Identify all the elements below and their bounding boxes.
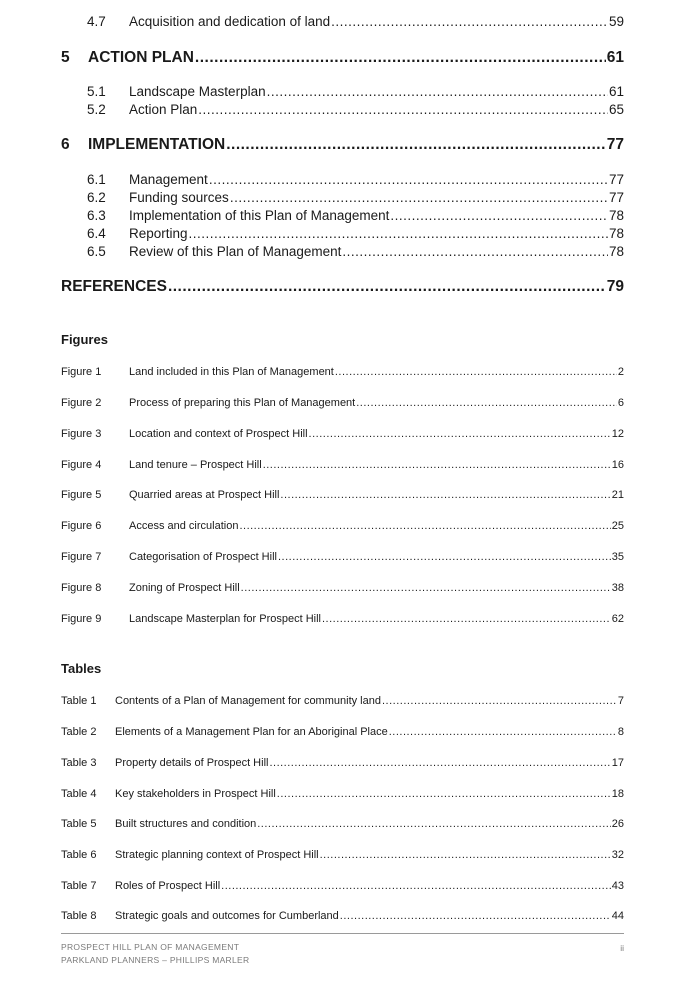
figure-entry[interactable] (61, 520, 624, 532)
section-title: Landscape Masterplan (129, 84, 266, 99)
figure-number: Figure 4 (61, 459, 102, 471)
figure-number: Figure 2 (61, 397, 102, 409)
figure-title: Access and circulation (129, 520, 239, 532)
dot-leader (280, 489, 610, 501)
page-number: 2 (617, 366, 624, 378)
table-entry[interactable] (61, 695, 624, 707)
dot-leader (269, 757, 610, 769)
figure-title: Location and context of Prospect Hill (129, 428, 308, 440)
dot-leader (322, 613, 611, 625)
page-number: 78 (608, 208, 624, 223)
section-title: ACTION PLAN (88, 49, 194, 66)
page-number: 32 (611, 849, 624, 861)
figure-entry[interactable] (61, 397, 624, 409)
table-title: Strategic goals and outcomes for Cumberland (115, 910, 339, 922)
section-title: Reporting (129, 226, 188, 241)
dot-leader (221, 880, 611, 892)
page-number: 12 (611, 428, 624, 440)
page-number: 38 (611, 582, 624, 594)
dot-leader (226, 136, 606, 154)
page-number: 77 (608, 190, 624, 205)
dot-leader (320, 849, 611, 861)
section-title: REFERENCES (61, 278, 167, 295)
toc-entry-references[interactable] (61, 278, 624, 296)
figure-title: Landscape Masterplan for Prospect Hill (129, 613, 321, 625)
figure-title: Process of preparing this Plan of Management (129, 397, 356, 409)
dot-leader (267, 84, 608, 99)
table-entry[interactable] (61, 849, 624, 861)
section-number: 5.1 (87, 84, 106, 99)
page-number: 65 (608, 102, 624, 117)
table-entry[interactable] (61, 726, 624, 738)
figure-number: Figure 1 (61, 366, 102, 378)
page-number: 17 (611, 757, 624, 769)
figure-number: Figure 9 (61, 613, 102, 625)
figure-number: Figure 3 (61, 428, 102, 440)
dot-leader (189, 226, 608, 241)
figure-number: Figure 6 (61, 520, 102, 532)
table-number: Table 3 (61, 757, 97, 769)
figures-heading: Figures (61, 332, 108, 347)
page-number: 79 (606, 278, 624, 295)
dot-leader (198, 102, 608, 117)
section-title: Acquisition and dedication of land (129, 14, 331, 29)
table-number: Table 7 (61, 880, 97, 892)
page-number: 61 (608, 84, 624, 99)
page-number: 43 (611, 880, 624, 892)
page-number: 25 (611, 520, 624, 532)
section-number: 6.2 (87, 190, 106, 205)
table-number: Table 2 (61, 726, 97, 738)
page-number: 21 (611, 489, 624, 501)
section-title: Review of this Plan of Management (129, 244, 342, 259)
page-number: 62 (611, 613, 624, 625)
page-number: 59 (608, 14, 624, 29)
figure-title: Quarried areas at Prospect Hill (129, 489, 280, 501)
tables-heading: Tables (61, 661, 102, 676)
table-title: Key stakeholders in Prospect Hill (115, 788, 276, 800)
table-number: Table 5 (61, 818, 97, 830)
dot-leader (277, 788, 611, 800)
dot-leader (335, 366, 617, 378)
dot-leader (239, 520, 610, 532)
figure-entry[interactable] (61, 551, 624, 563)
table-entry[interactable] (61, 788, 624, 800)
dot-leader (342, 244, 608, 259)
figure-number: Figure 5 (61, 489, 102, 501)
section-number: 6.4 (87, 226, 106, 241)
table-title: Property details of Prospect Hill (115, 757, 269, 769)
dot-leader (168, 278, 606, 296)
section-number: 6.3 (87, 208, 106, 223)
section-title: Funding sources (129, 190, 229, 205)
section-title: Action Plan (129, 102, 198, 117)
table-entry[interactable] (61, 757, 624, 769)
page-number: 18 (611, 788, 624, 800)
table-title: Built structures and condition (115, 818, 257, 830)
section-number: 6.5 (87, 244, 106, 259)
toc-entry-5-2[interactable] (87, 102, 624, 117)
figure-entry[interactable] (61, 366, 624, 378)
page-number: 7 (617, 695, 624, 707)
toc-entry-6-2[interactable] (87, 190, 624, 205)
figure-title: Categorisation of Prospect Hill (129, 551, 277, 563)
table-title: Contents of a Plan of Management for community land (115, 695, 381, 707)
dot-leader (340, 910, 611, 922)
footer-page-number: ii (620, 943, 624, 953)
table-title: Strategic planning context of Prospect Hill (115, 849, 319, 861)
dot-leader (356, 397, 617, 409)
page-number: 35 (611, 551, 624, 563)
page-number: 8 (617, 726, 624, 738)
page-number: 77 (608, 172, 624, 187)
section-number: 4.7 (87, 14, 106, 29)
footer-divider (61, 933, 624, 934)
section-number: 6 (61, 136, 70, 153)
figure-entry[interactable] (61, 428, 624, 440)
figure-number: Figure 7 (61, 551, 102, 563)
dot-leader (241, 582, 611, 594)
table-number: Table 8 (61, 910, 97, 922)
table-entry[interactable] (61, 880, 624, 892)
figure-title: Zoning of Prospect Hill (129, 582, 240, 594)
figure-entry[interactable] (61, 459, 624, 471)
dot-leader (331, 14, 608, 29)
figure-number: Figure 8 (61, 582, 102, 594)
page-number: 78 (608, 244, 624, 259)
toc-entry-6-1[interactable] (87, 172, 624, 187)
section-number: 5 (61, 49, 70, 66)
section-number: 5.2 (87, 102, 106, 117)
section-title: Management (129, 172, 208, 187)
toc-entry-4-7[interactable] (87, 14, 624, 29)
table-entry[interactable] (61, 910, 624, 922)
page-number: 16 (611, 459, 624, 471)
toc-entry-5[interactable] (61, 49, 624, 67)
figure-title: Land tenure – Prospect Hill (129, 459, 262, 471)
page-number: 78 (608, 226, 624, 241)
figure-entry[interactable] (61, 613, 624, 625)
footer-authors: PARKLAND PLANNERS – PHILLIPS MARLER (61, 955, 250, 965)
table-entry[interactable] (61, 818, 624, 830)
dot-leader (389, 726, 617, 738)
page-number: 26 (611, 818, 624, 830)
page-number: 61 (606, 49, 624, 66)
figure-entry[interactable] (61, 582, 624, 594)
dot-leader (209, 172, 608, 187)
toc-entry-6[interactable] (61, 136, 624, 154)
dot-leader (382, 695, 617, 707)
dot-leader (278, 551, 611, 563)
toc-entry-6-5[interactable] (87, 244, 624, 259)
dot-leader (257, 818, 611, 830)
page-number: 6 (617, 397, 624, 409)
page-number: 44 (611, 910, 624, 922)
dot-leader (195, 49, 606, 67)
toc-entry-6-4[interactable] (87, 226, 624, 241)
toc-entry-6-3[interactable] (87, 208, 624, 223)
table-number: Table 4 (61, 788, 97, 800)
section-number: 6.1 (87, 172, 106, 187)
table-number: Table 6 (61, 849, 97, 861)
section-title: Implementation of this Plan of Management (129, 208, 390, 223)
table-title: Roles of Prospect Hill (115, 880, 221, 892)
page-number: 77 (606, 136, 624, 153)
figure-title: Land included in this Plan of Management (129, 366, 334, 378)
footer-document-title: PROSPECT HILL PLAN OF MANAGEMENT (61, 942, 240, 952)
table-title: Elements of a Management Plan for an Aboriginal Place (115, 726, 388, 738)
section-title: IMPLEMENTATION (88, 136, 226, 153)
dot-leader (309, 428, 611, 440)
toc-entry-5-1[interactable] (87, 84, 624, 99)
figure-entry[interactable] (61, 489, 624, 501)
dot-leader (263, 459, 611, 471)
dot-leader (390, 208, 608, 223)
table-number: Table 1 (61, 695, 97, 707)
dot-leader (230, 190, 608, 205)
